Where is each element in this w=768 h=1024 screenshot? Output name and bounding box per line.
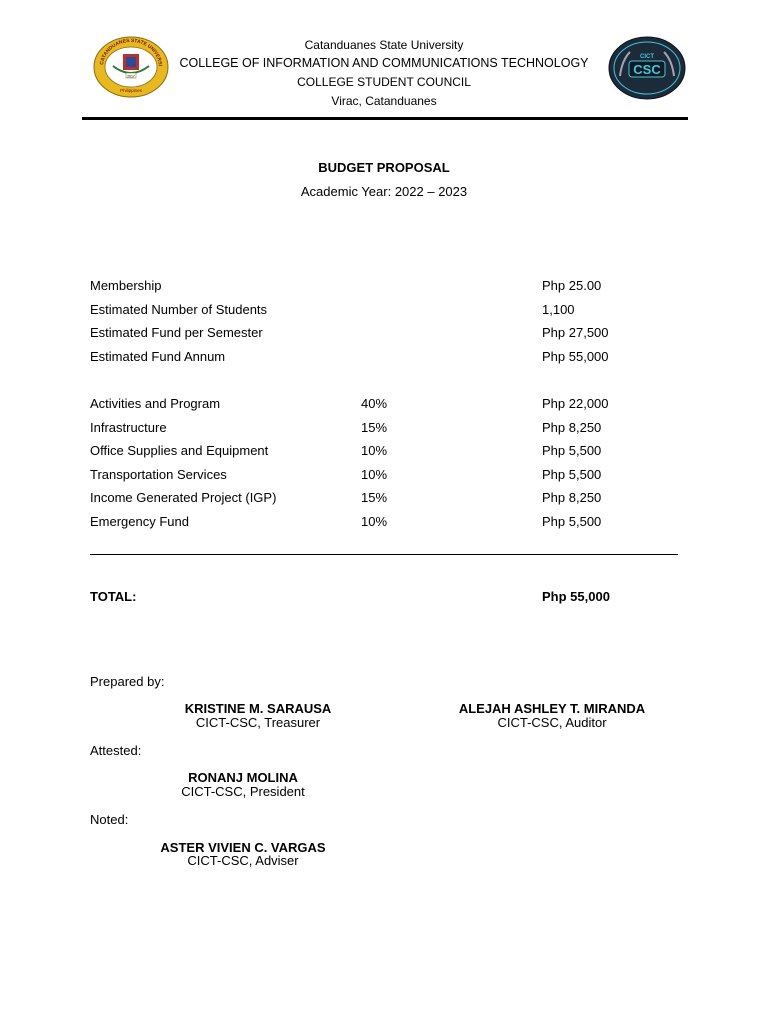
logo-top-text: CICT xyxy=(640,54,654,60)
summary-value: Php 55,000 xyxy=(542,349,609,364)
allocation-percent: 15% xyxy=(361,490,388,505)
allocation-percent: 15% xyxy=(361,420,388,435)
allocation-percent: 10% xyxy=(361,514,388,529)
total-label: TOTAL: xyxy=(90,589,137,604)
summary-label: Estimated Fund per Semester xyxy=(90,325,263,340)
summary-label: Estimated Fund Annum xyxy=(90,349,226,364)
allocation-percent: 10% xyxy=(361,467,388,482)
location: Virac, Catanduanes xyxy=(331,94,437,108)
summary-value: Php 25.00 xyxy=(542,278,602,293)
signatory-role-treasurer: CICT-CSC, Treasurer xyxy=(195,715,321,730)
university-name: Catanduanes State University xyxy=(304,38,464,52)
allocation-percent: 10% xyxy=(361,443,388,458)
signatory-name-auditor: ALEJAH ASHLEY T. MIRANDA xyxy=(458,701,646,716)
seal-year: 2017 xyxy=(127,74,135,79)
council-name: COLLEGE STUDENT COUNCIL xyxy=(297,75,471,89)
academic-year: Academic Year: 2022 – 2023 xyxy=(300,184,468,199)
signatory-role-president: CICT-CSC, President xyxy=(181,784,305,799)
allocation-value: Php 5,500 xyxy=(542,514,602,529)
total-divider xyxy=(90,554,678,555)
allocation-value: Php 22,000 xyxy=(542,396,609,411)
header-divider xyxy=(82,117,688,120)
allocation-value: Php 5,500 xyxy=(542,467,602,482)
allocation-label: Emergency Fund xyxy=(90,514,189,529)
signatory-name-president: RONANJ MOLINA xyxy=(188,770,298,785)
signatory-name-adviser: ASTER VIVIEN C. VARGAS xyxy=(160,840,326,855)
allocation-label: Infrastructure xyxy=(90,420,167,435)
document-title: BUDGET PROPOSAL xyxy=(318,160,450,175)
allocation-label: Transportation Services xyxy=(90,467,227,482)
allocation-label: Income Generated Project (IGP) xyxy=(90,490,277,505)
summary-label: Estimated Number of Students xyxy=(90,302,268,317)
summary-label: Membership xyxy=(90,278,162,293)
noted-label: Noted: xyxy=(90,812,129,827)
summary-value: Php 27,500 xyxy=(542,325,609,340)
logo-main-text: CSC xyxy=(633,62,661,77)
signatory-role-adviser: CICT-CSC, Adviser xyxy=(187,853,299,868)
signatory-role-auditor: CICT-CSC, Auditor xyxy=(497,715,607,730)
allocation-label: Office Supplies and Equipment xyxy=(90,443,269,458)
allocation-label: Activities and Program xyxy=(90,396,221,411)
signatory-name-treasurer: KRISTINE M. SARAUSA xyxy=(184,701,332,716)
allocation-percent: 40% xyxy=(361,396,388,411)
total-value: Php 55,000 xyxy=(542,589,610,604)
seal-country: Philippines xyxy=(120,88,142,93)
prepared-by-label: Prepared by: xyxy=(90,674,165,689)
summary-value: 1,100 xyxy=(542,302,575,317)
college-name: COLLEGE OF INFORMATION AND COMMUNICATIONS TECHNOLOGY xyxy=(179,56,589,70)
allocation-value: Php 5,500 xyxy=(542,443,602,458)
seal-text: CATANDUANES STATE UNIVERSI xyxy=(99,37,163,67)
allocation-value: Php 8,250 xyxy=(542,490,602,505)
allocation-value: Php 8,250 xyxy=(542,420,602,435)
attested-label: Attested: xyxy=(90,743,142,758)
